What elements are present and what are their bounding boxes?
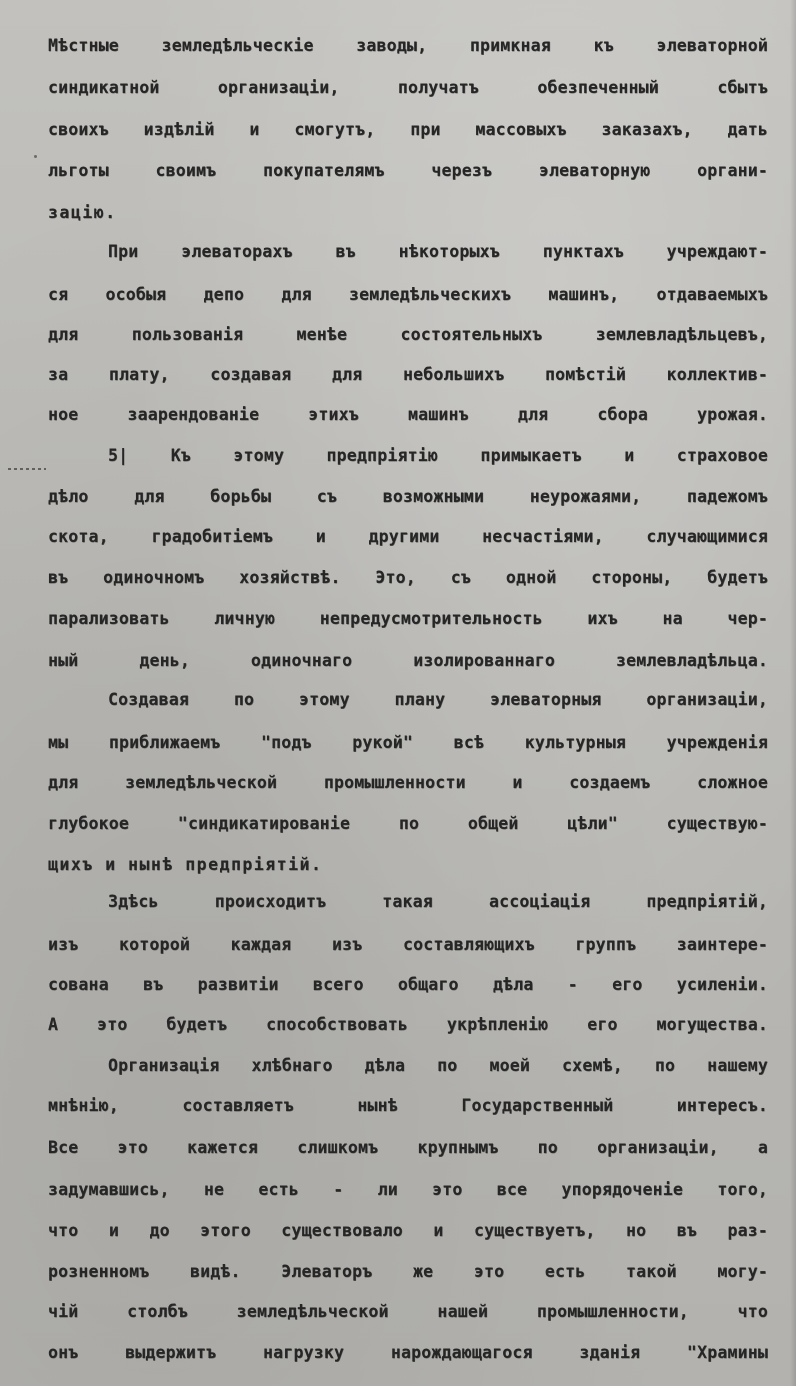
text-line: розненномъ видѣ. Элеваторъ же это есть такой могу- <box>48 1262 768 1281</box>
paragraph-first-line: Организація хлѣбнаго дѣла по моей схемѣ, по нашему <box>108 1056 768 1075</box>
text-line: Все это кажется слишкомъ крупнымъ по организаціи, а <box>48 1138 768 1157</box>
text-line: задумавшись, не есть - ли это все упорядоченіе того, <box>48 1180 768 1199</box>
text-line: парализовать личную непредусмотрительность ихъ на чер- <box>48 609 768 628</box>
text-line: въ одиночномъ хозяйствѣ. Это, съ одной стороны, будетъ <box>48 568 768 587</box>
text-line: сована въ развитіи всего общаго дѣла - его усиленіи. <box>48 975 768 994</box>
page-edge-shadow <box>790 0 796 1386</box>
margin-dash-mark <box>8 468 46 470</box>
text-line: ся особыя депо для земледѣльческихъ машинъ, отдаваемыхъ <box>48 285 768 304</box>
text-line: льготы своимъ покупателямъ черезъ элеваторную органи- <box>48 161 768 180</box>
text-line: зацію. <box>48 203 117 222</box>
text-line: для пользованія менѣе состоятельныхъ землевладѣльцевъ, <box>48 325 768 344</box>
paragraph-first-line: При элеваторахъ въ нѣкоторыхъ пунктахъ учреждают- <box>108 242 768 261</box>
text-line: скота, градобитіемъ и другими несчастіями, случающимися <box>48 527 768 546</box>
text-line: за плату, создавая для небольшихъ помѣстій коллектив- <box>48 365 768 384</box>
text-line: щихъ и нынѣ предпріятій. <box>48 855 323 874</box>
text-line: что и до этого существовало и существуетъ, но въ раз- <box>48 1221 768 1240</box>
text-line: мы приближаемъ "подъ рукой" всѣ культурныя учрежденія <box>48 733 768 752</box>
text-line: изъ которой каждая изъ составляющихъ группъ заинтере- <box>48 935 768 954</box>
text-line: ный день, одиночнаго изолированнаго землевладѣльца. <box>48 651 768 670</box>
text-line: ное заарендованіе этихъ машинъ для сбора урожая. <box>48 405 768 424</box>
text-line: А это будетъ способствовать укрѣпленію его могущества. <box>48 1015 768 1034</box>
text-line: глубокое "синдикатированіе по общей цѣли" существую- <box>48 814 768 833</box>
text-line: для земледѣльческой промышленности и создаемъ сложное <box>48 773 768 792</box>
text-line: своихъ издѣлій и смогутъ, при массовыхъ заказахъ, дать <box>48 120 768 139</box>
text-line: синдикатной организаціи, получатъ обезпеченный сбытъ <box>48 78 768 97</box>
paragraph-first-line: 5| Къ этому предпріятію примыкаетъ и страховое <box>108 446 768 465</box>
text-line: онъ выдержитъ нагрузку нарождающагося зданія "Храмины <box>48 1343 768 1362</box>
text-line: чій столбъ земледѣльческой нашей промышленности, что <box>48 1302 768 1321</box>
text-line: дѣло для борьбы съ возможными неурожаями, падежомъ <box>48 487 768 506</box>
text-line: Мѣстные земледѣльческіе заводы, примкная къ элеваторной <box>48 36 768 55</box>
text-line: мнѣнію, составляетъ нынѣ Государственный интересъ. <box>48 1096 768 1115</box>
ink-speck <box>34 155 37 158</box>
paragraph-first-line: Создавая по этому плану элеваторныя организаціи, <box>108 690 768 709</box>
paragraph-first-line: Здѣсь происходитъ такая ассоціація предпріятій, <box>108 892 768 911</box>
